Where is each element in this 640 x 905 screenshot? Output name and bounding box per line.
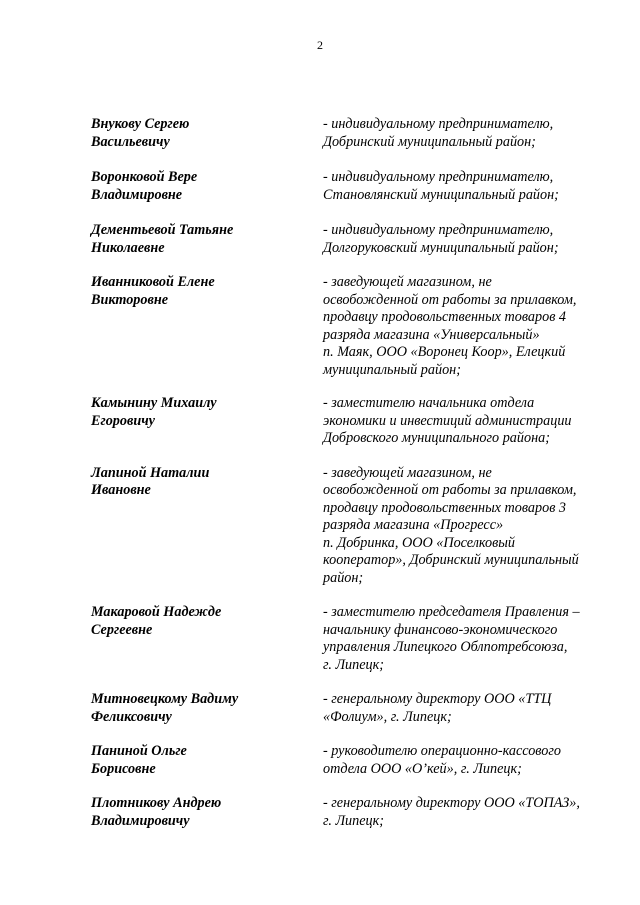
person-position: - заместителю начальника отдела экономики и инвестиций администрации Добровского муниципального района; bbox=[323, 395, 572, 446]
person-name: Камынину Михаилу Егоровичу bbox=[91, 395, 217, 429]
list-item bbox=[91, 222, 611, 257]
person-position: - индивидуальному предпринимателю, Становлянский муниципальный район; bbox=[323, 169, 559, 203]
person-name: Внукову Сергею Васильевичу bbox=[91, 116, 190, 150]
person-name: Митновецкому Вадиму Феликсовичу bbox=[91, 691, 239, 725]
page-number: 2 bbox=[317, 38, 323, 52]
person-position: - заведующей магазином, не освобожденной от работы за прилавком, продавцу продовольственных товаров 4 разряда магазина «Универсальный» п. Маяк, ООО «Воронец Коор», Елецкий муниципальный район; bbox=[323, 274, 577, 378]
list-item bbox=[91, 465, 611, 588]
list-item bbox=[91, 395, 611, 448]
person-position: - генеральному директору ООО «ТТЦ «Фолиум», г. Липецк; bbox=[323, 691, 552, 725]
list-item bbox=[91, 795, 611, 830]
list-item bbox=[91, 116, 611, 151]
person-position: - заведующей магазином, не освобожденной от работы за прилавком, продавцу продовольственных товаров 3 разряда магазина «Прогресс» п. Добринка, ООО «Поселковый кооператор», Добринский муниципальный район; bbox=[323, 464, 579, 586]
person-position: - индивидуальному предпринимателю, Долгоруковский муниципальный район; bbox=[323, 222, 559, 256]
person-position: - заместителю председателя Правления – начальнику финансово-экономического управления Липецкого Облпотребсоюза, г. Липецк; bbox=[323, 604, 580, 673]
person-position: - руководителю операционно-кассового отдела ООО «О’кей», г. Липецк; bbox=[323, 743, 561, 777]
person-position: - генеральному директору ООО «ТОПАЗ», г. Липецк; bbox=[323, 795, 580, 829]
person-name: Макаровой Надежде Сергеевне bbox=[91, 604, 222, 638]
person-name: Иванниковой Елене Викторовне bbox=[91, 274, 215, 308]
list-item bbox=[91, 743, 611, 778]
list-item bbox=[91, 691, 611, 726]
list-item bbox=[91, 169, 611, 204]
person-name: Лапиной Наталии Ивановне bbox=[91, 464, 210, 498]
list-item bbox=[91, 274, 611, 379]
person-name: Плотникову Андрею Владимировичу bbox=[91, 795, 222, 829]
person-name: Дементьевой Татьяне Николаевне bbox=[91, 222, 234, 256]
award-list bbox=[91, 116, 611, 830]
person-name: Воронковой Вере Владимировне bbox=[91, 169, 198, 203]
person-name: Паниной Ольге Борисовне bbox=[91, 743, 187, 777]
person-position: - индивидуальному предпринимателю, Добринский муниципальный район; bbox=[323, 116, 554, 150]
list-item bbox=[91, 604, 611, 674]
